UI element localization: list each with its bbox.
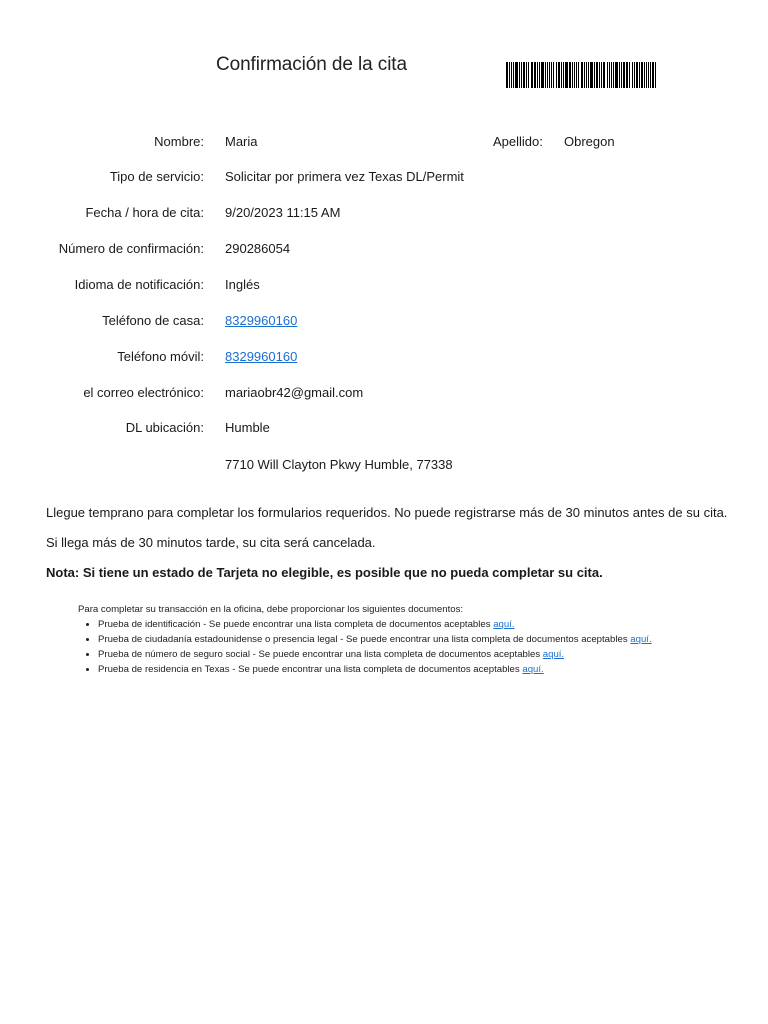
servicio-label: Tipo de servicio: — [109, 169, 204, 184]
list-item — [98, 662, 652, 677]
documents-section — [78, 604, 652, 677]
confirmacion-label: Número de confirmación: — [58, 241, 204, 256]
idioma-value: Inglés — [225, 277, 260, 292]
nombre-label: Nombre: — [154, 134, 204, 149]
notice-late: Si llega más de 30 minutos tarde, su cita será cancelada. — [46, 535, 376, 550]
notice-early: Llegue temprano para completar los formularios requeridos. No puede registrarse más de 30 minutos antes de su cita. — [46, 505, 728, 520]
document-item-text: Prueba de identificación - Se puede encontrar una lista completa de documentos aceptables — [98, 619, 491, 630]
tel-movil-link[interactable]: 8329960160 — [225, 349, 298, 364]
list-item — [98, 647, 652, 662]
ubicacion-value: Humble — [225, 420, 270, 435]
tel-movil-label: Teléfono móvil: — [117, 349, 204, 364]
apellido-label: Apellido: — [493, 134, 543, 149]
document-link[interactable]: aquí. — [493, 619, 515, 630]
correo-label: el correo electrónico: — [83, 385, 204, 400]
page-title: Confirmación de la cita — [216, 54, 407, 75]
document-item-text: Prueba de residencia en Texas - Se puede encontrar una lista completa de documentos aceptables — [98, 664, 520, 675]
list-item — [98, 632, 652, 647]
idioma-label: Idioma de notificación: — [74, 277, 204, 292]
tel-casa-label: Teléfono de casa: — [102, 313, 204, 328]
documents-list — [78, 617, 652, 677]
document-item-text: Prueba de ciudadanía estadounidense o presencia legal - Se puede encontrar una lista completa de documentos aceptables — [98, 634, 628, 645]
servicio-value: Solicitar por primera vez Texas DL/Permit — [225, 169, 464, 184]
correo-value: mariaobr42@gmail.com — [225, 385, 364, 400]
list-item — [98, 617, 652, 632]
fecha-label: Fecha / hora de cita: — [85, 205, 204, 220]
ubicacion-label: DL ubicación: — [125, 420, 204, 435]
confirmacion-value: 290286054 — [225, 241, 291, 256]
documents-intro: Para completar su transacción en la oficina, debe proporcionar los siguientes documentos: — [78, 604, 464, 615]
document-link[interactable]: aquí. — [522, 664, 544, 675]
fecha-value: 9/20/2023 11:15 AM — [225, 205, 341, 220]
direccion-value: 7710 Will Clayton Pkwy Humble, 77338 — [225, 457, 453, 472]
apellido-value: Obregon — [564, 134, 615, 149]
barcode-image — [506, 62, 658, 88]
notice-nota: Nota: Si tiene un estado de Tarjeta no elegible, es posible que no pueda completar su cita. — [46, 565, 603, 580]
document-link[interactable]: aquí. — [542, 649, 565, 660]
document-link[interactable]: aquí. — [630, 634, 652, 645]
nombre-value: Maria — [225, 134, 258, 149]
tel-casa-link[interactable]: 8329960160 — [225, 313, 298, 328]
document-item-text: Prueba de número de seguro social - Se puede encontrar una lista completa de documentos aceptables — [98, 649, 541, 660]
